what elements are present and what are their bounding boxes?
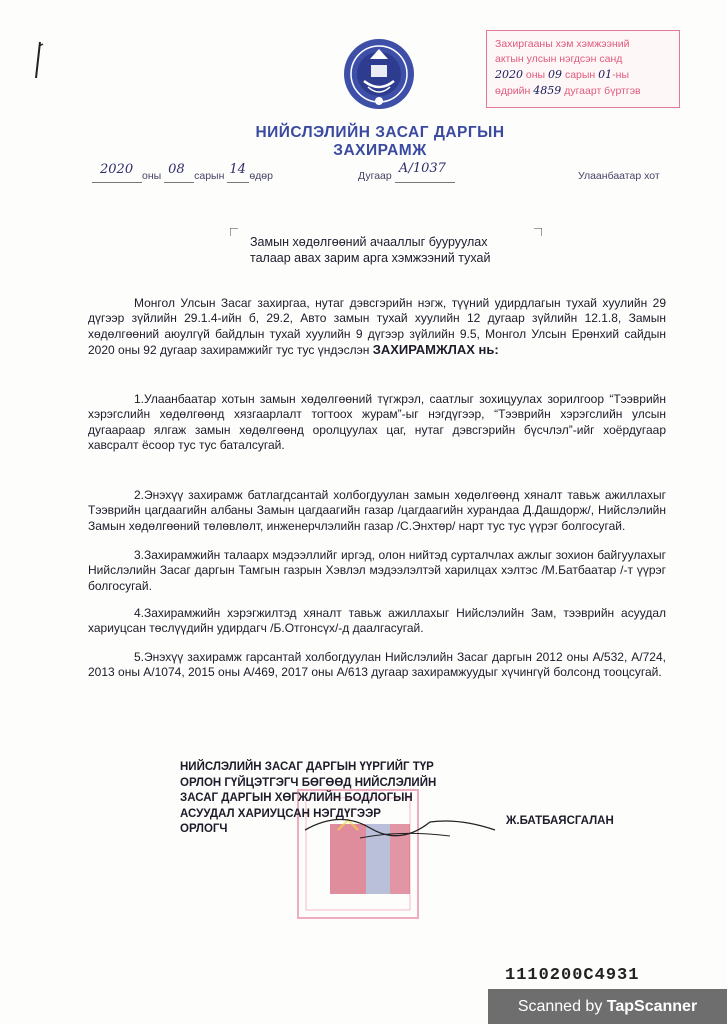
- stamp-year-label: оны: [525, 69, 546, 81]
- decree-item-1: [88, 392, 666, 453]
- stamp-year: 2020: [495, 68, 523, 81]
- signatory-line: АСУУДАЛ ХАРИУЦСАН НЭГДҮГЭЭР: [180, 807, 381, 820]
- decree-item-text: 3.Захирамжийн талаарх мэдээллийг иргэд, олон нийтэд сурталчлах ажлыг зохион байгуулахыг Нийслэлийн Засаг даргын Тамгын газрын Хэвлэл мэдээлэлтэй харилцах хэлтэс /М.Батбаатар /-т үүрэг болгосугай.: [88, 548, 666, 593]
- signatory-line: НИЙСЛЭЛИЙН ЗАСАГ ДАРГЫН ҮҮРГИЙГ ТҮР: [180, 761, 434, 773]
- stamp-line-4: [495, 83, 673, 99]
- watermark-brand: TapScanner: [606, 998, 698, 1015]
- watermark-prefix: Scanned by: [517, 998, 607, 1015]
- date-day-handwritten: 14: [229, 162, 246, 177]
- stamp-reg-number: 4859: [533, 84, 562, 97]
- preamble: [88, 296, 666, 358]
- decree-item-text: 1.Улаанбаатар хотын замын хөдөлгөөний түгжрэл, саатлыг зохицуулах зорилгоор “Тээврийн хэрэгслийн хөдөлгөөнд хязгаарлалт тогтоох журам”-ыг нэгдүгээр, “Тээврийн хэрэгслийн улсын дугаараар ялгаж замын хөдөлгөөнд оролцуулах цаг, нутаг дэвсгэрийн бүсчлэл”-ийг хоёрдугаар хавсралт ёсоор тус тус баталсугай.: [88, 392, 666, 452]
- subject-line-1: Замын хөдөлгөөний ачааллыг бууруулах: [250, 235, 488, 249]
- signatory-title: [180, 760, 436, 838]
- number-label: Дугаар: [358, 170, 392, 182]
- preamble-text: Монгол Улсын Засаг захиргаа, нутаг дэвсгэрийн нэгж, түүний удирдлагын тухай хуулийн 29 дүгээр зүйлийн 29.1.4-ийн б, 29.2, Авто замын тухай хуулийн 12 дугаар зүйлийн 12.1.8, Замын хөдөлгөөний аюулгүй байдлын тухай хуулийн 9 дүгээр зүйлийн 9.5, Монгол Улсын Ерөнхий сайдын 2020 оны 92 дугаар захирамжийг тус тус үндэслэн: [88, 296, 666, 357]
- registration-stamp: [486, 30, 680, 108]
- stamp-month: 09: [548, 68, 563, 81]
- date-day-label: өдөр: [249, 170, 273, 182]
- stamp-line-2: актын улсын нэгдсэн санд: [495, 53, 623, 65]
- stamp-day-label: -ны: [612, 69, 629, 81]
- stamp-month-label: сарын: [564, 69, 596, 81]
- decree-item-5: [88, 650, 666, 681]
- signatory-line: ЗАСАГ ДАРГЫН ХӨГЖЛИЙН БОДЛОГЫН: [180, 792, 413, 804]
- decree-item-3: [88, 548, 666, 594]
- stamp-line4-pre: өдрийн: [495, 85, 531, 97]
- stamp-day: 01: [598, 68, 613, 81]
- subject-line-2: талаар авах зарим арга хэмжээний тухай: [250, 251, 491, 265]
- preamble-decree-word: ЗАХИРАМЖЛАХ нь:: [372, 341, 499, 357]
- state-emblem-icon: [342, 37, 416, 111]
- document-serial-number: 1110200С4931: [505, 966, 640, 985]
- signatory-line: ОРЛОГЧ: [180, 823, 228, 835]
- subject-bracket-left-icon: [230, 228, 238, 236]
- stamp-line-1: Захиргааны хэм хэмжээний: [495, 38, 630, 50]
- number-handwritten: А/1037: [398, 161, 446, 176]
- signatory-name: Ж.БАТБАЯСГАЛАН: [506, 815, 614, 827]
- decree-item-text: 4.Захирамжийн хэрэгжилтэд хяналт тавьж ажиллахыг Нийслэлийн Зам, тээврийн асуудал хариуцсан төслүүдийн удирдагч /Б.Отгонсүх/-д даалгасугай.: [88, 606, 666, 636]
- signatory-line: ОРЛОН ГҮЙЦЭТГЭГЧ БӨГӨӨД НИЙСЛЭЛИЙН: [180, 776, 437, 789]
- number-field: [358, 161, 455, 183]
- decree-item-text: 2.Энэхүү захирамж батлагдсантай холбогдуулан замын хөдөлгөөнд хяналт тавьж ажиллахыг Тээврийн цагдаагийн албаны Замын цагдаагийн газар /цагдаагийн хурандаа Д.Дашдорж/, Нийслэлийн Замын хөдөлгөөний төлөвлөлт, инженерчлэлийн газар /С.Энхтөр/ нарт тус тус үүрэг болгосугай.: [88, 488, 666, 533]
- date-year-handwritten: 2020: [100, 162, 134, 177]
- scanner-watermark: [488, 989, 727, 1024]
- date-year-label: оны: [142, 170, 162, 182]
- date-month-handwritten: 08: [168, 162, 185, 177]
- decree-item-2: [88, 488, 666, 534]
- stamp-line4-post: дугаарт бүртгэв: [564, 85, 641, 97]
- header-line-1: НИЙСЛЭЛИЙН ЗАСАГ ДАРГЫН: [255, 124, 505, 141]
- decree-item-4: [88, 606, 666, 637]
- stamp-line-3: [495, 67, 673, 83]
- subject-title: [250, 234, 550, 266]
- margin-pen-mark: [30, 40, 46, 80]
- decree-item-text: 5.Энэхүү захирамж гарсантай холбогдуулан Нийслэлийн Засаг даргын 2012 оны А/532, А/724, 2013 оны А/1074, 2015 оны А/469, 2017 оны А/613 дугаар захирамжуудыг хүчингүй болсонд тооцсугай.: [88, 650, 666, 680]
- city-label: Улаанбаатар хот: [578, 170, 660, 182]
- date-month-label: сарын: [194, 170, 225, 182]
- header-line-2: ЗАХИРАМЖ: [333, 142, 427, 159]
- date-field: [92, 162, 273, 183]
